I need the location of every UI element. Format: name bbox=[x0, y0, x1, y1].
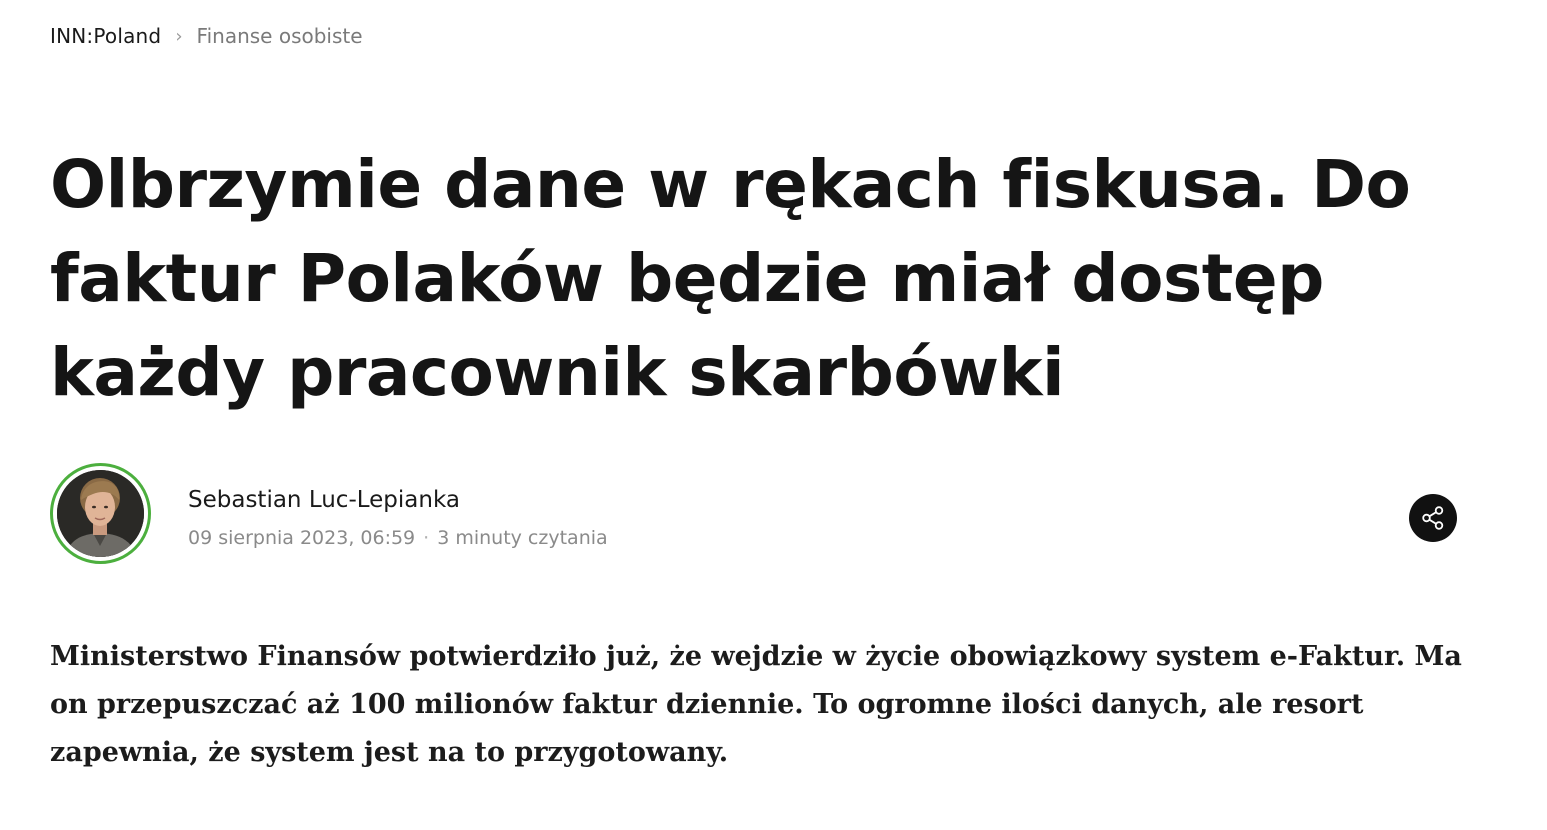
read-time: 3 minuty czytania bbox=[437, 527, 608, 549]
author-avatar[interactable] bbox=[50, 463, 151, 564]
share-icon bbox=[1420, 505, 1446, 531]
article-meta bbox=[188, 527, 608, 549]
breadcrumb-section-link[interactable]: Finanse osobiste bbox=[196, 24, 363, 48]
author-row bbox=[50, 463, 1460, 573]
meta-separator: · bbox=[423, 527, 430, 549]
article-title: Olbrzymie dane w rękach fiskusa. Do faktur Polaków będzie miał dostęp każdy pracownik skarbówki bbox=[50, 146, 1411, 411]
article-lead: Ministerstwo Finansów potwierdziło już, że wejdzie w życie obowiązkowy system e-Faktur. Ma on przepuszczać aż 100 milionów faktur dziennie. To ogromne ilości danych, ale resort zapewnia, że system jest na to przygotowany. bbox=[50, 641, 1462, 768]
breadcrumb-separator-icon: › bbox=[175, 25, 183, 47]
author-photo bbox=[57, 470, 144, 557]
breadcrumb-home-link[interactable]: INN:Poland bbox=[50, 24, 162, 48]
share-button[interactable] bbox=[1409, 494, 1457, 542]
author-name-link[interactable]: Sebastian Luc-Lepianka bbox=[188, 487, 460, 513]
breadcrumb bbox=[50, 22, 363, 50]
publish-date: 09 sierpnia 2023, 06:59 bbox=[188, 527, 416, 549]
